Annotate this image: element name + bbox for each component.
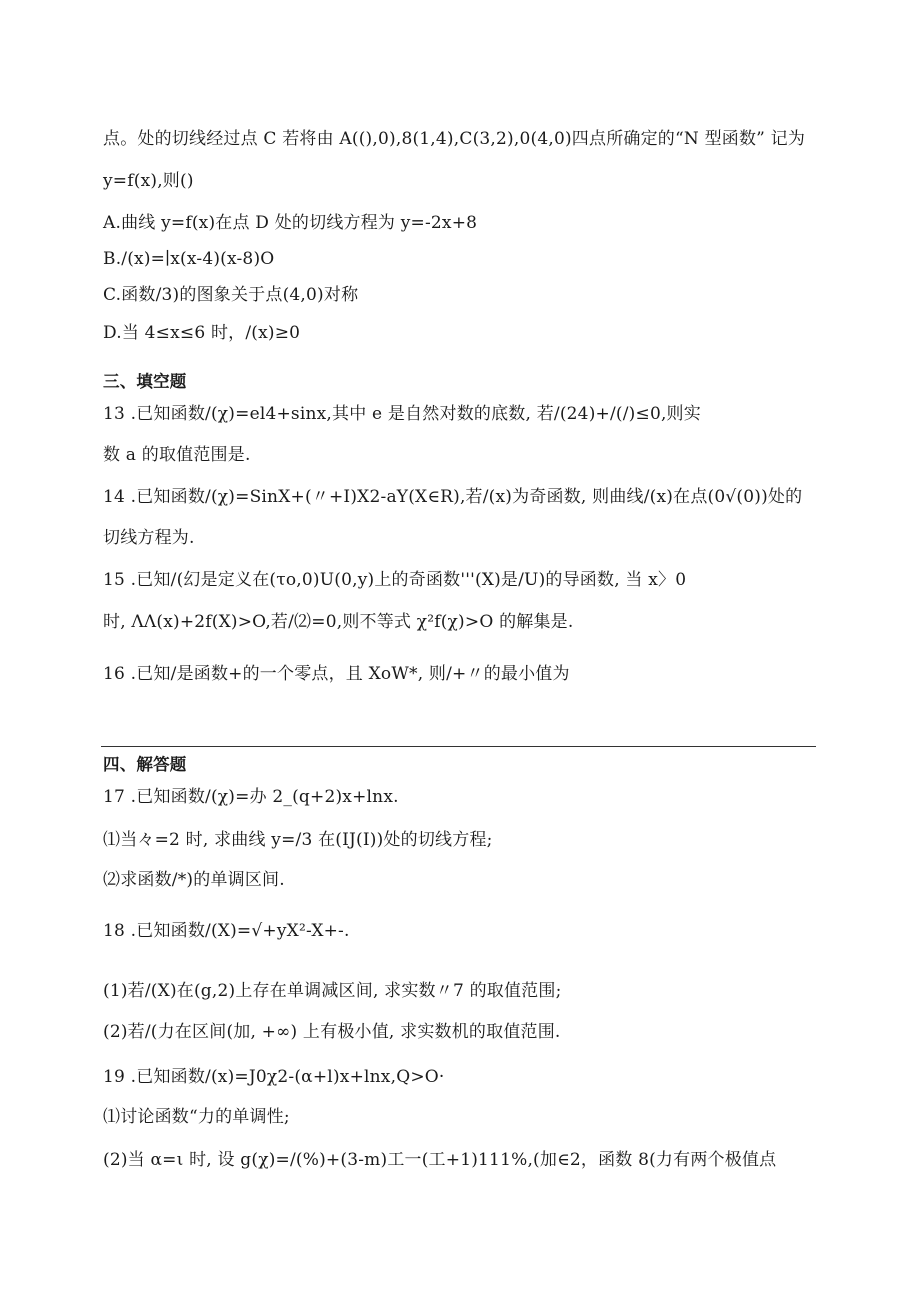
section-4-heading: 四、解答题 <box>103 755 187 774</box>
q15-line-1: 15 .已知/(幻是定义在(το,0)U(0,y)上的奇函数'''(X)是/U)的导函数, 当 x〉0 <box>103 570 687 590</box>
section-divider <box>101 746 816 747</box>
section-3-heading: 三、填空题 <box>103 372 187 391</box>
q12-text-line-2: y=f(x),则() <box>103 171 194 191</box>
q14-line-2: 切线方程为. <box>103 528 195 548</box>
q17-part-1: ⑴当々=2 时, 求曲线 y=/3 在(IJ(I))处的切线方程; <box>103 830 493 850</box>
q13-line-2: 数 a 的取值范围是. <box>103 445 251 465</box>
q16-line-1: 16 .已知/是函数+的一个零点，且 XoW*, 则/+〃的最小值为 <box>103 664 570 684</box>
q18-part-2: (2)若/(力在区间(加, +∞) 上有极小值, 求实数机的取值范围. <box>103 1022 561 1042</box>
q17-line-1: 17 .已知函数/(χ)=办 2_(q+2)x+lnx. <box>103 787 399 807</box>
q17-part-2: ⑵求函数/*)的单调区间. <box>103 870 285 890</box>
q19-part-1: ⑴讨论函数“力的单调性; <box>103 1107 290 1127</box>
q12-option-a: A.曲线 y=f(x)在点 D 处的切线方程为 y=-2x+8 <box>103 213 478 233</box>
q14-line-1: 14 .已知函数/(χ)=SinX+(〃+I)X2-aY(X∈R),若/(x)为奇函数, 则曲线/(x)在点(0√(0))处的 <box>103 487 803 507</box>
q12-option-b: B./(x)=∣x(x-4)(x-8)O <box>103 249 275 269</box>
q18-line-1: 18 .已知函数/(X)=√+yX²-X+-. <box>103 921 350 941</box>
q12-option-c: C.函数/3)的图象关于点(4,0)对称 <box>103 285 359 305</box>
q19-part-2: (2)当 α=ι 时, 设 g(χ)=/(%)+(3-m)工一(工+1)111%,(加∈2，函数 8(力有两个极值点 <box>103 1150 777 1170</box>
q12-option-d: D.当 4≤x≤6 时，/(x)≥0 <box>103 323 301 343</box>
q18-part-1: (1)若/(X)在(g,2)上存在单调减区间, 求实数〃7 的取值范围; <box>103 981 562 1001</box>
q13-line-1: 13 .已知函数/(χ)=el4+sinx,其中 e 是自然对数的底数, 若/(24)+/(/)≤0,则实 <box>103 404 701 424</box>
q15-line-2: 时, ΛΛ(x)+2f(X)>O,若/⑵=0,则不等式 χ²f(χ)>O 的解集是. <box>103 612 574 632</box>
q12-text-line-1: 点。处的切线经过点 C 若将由 A((),0),8(1,4),C(3,2),0(4,0)四点所确定的“N 型函数” 记为 <box>103 129 806 149</box>
q19-line-1: 19 .已知函数/(x)=J0χ2-(α+l)x+lnx,Q>O· <box>103 1067 445 1087</box>
